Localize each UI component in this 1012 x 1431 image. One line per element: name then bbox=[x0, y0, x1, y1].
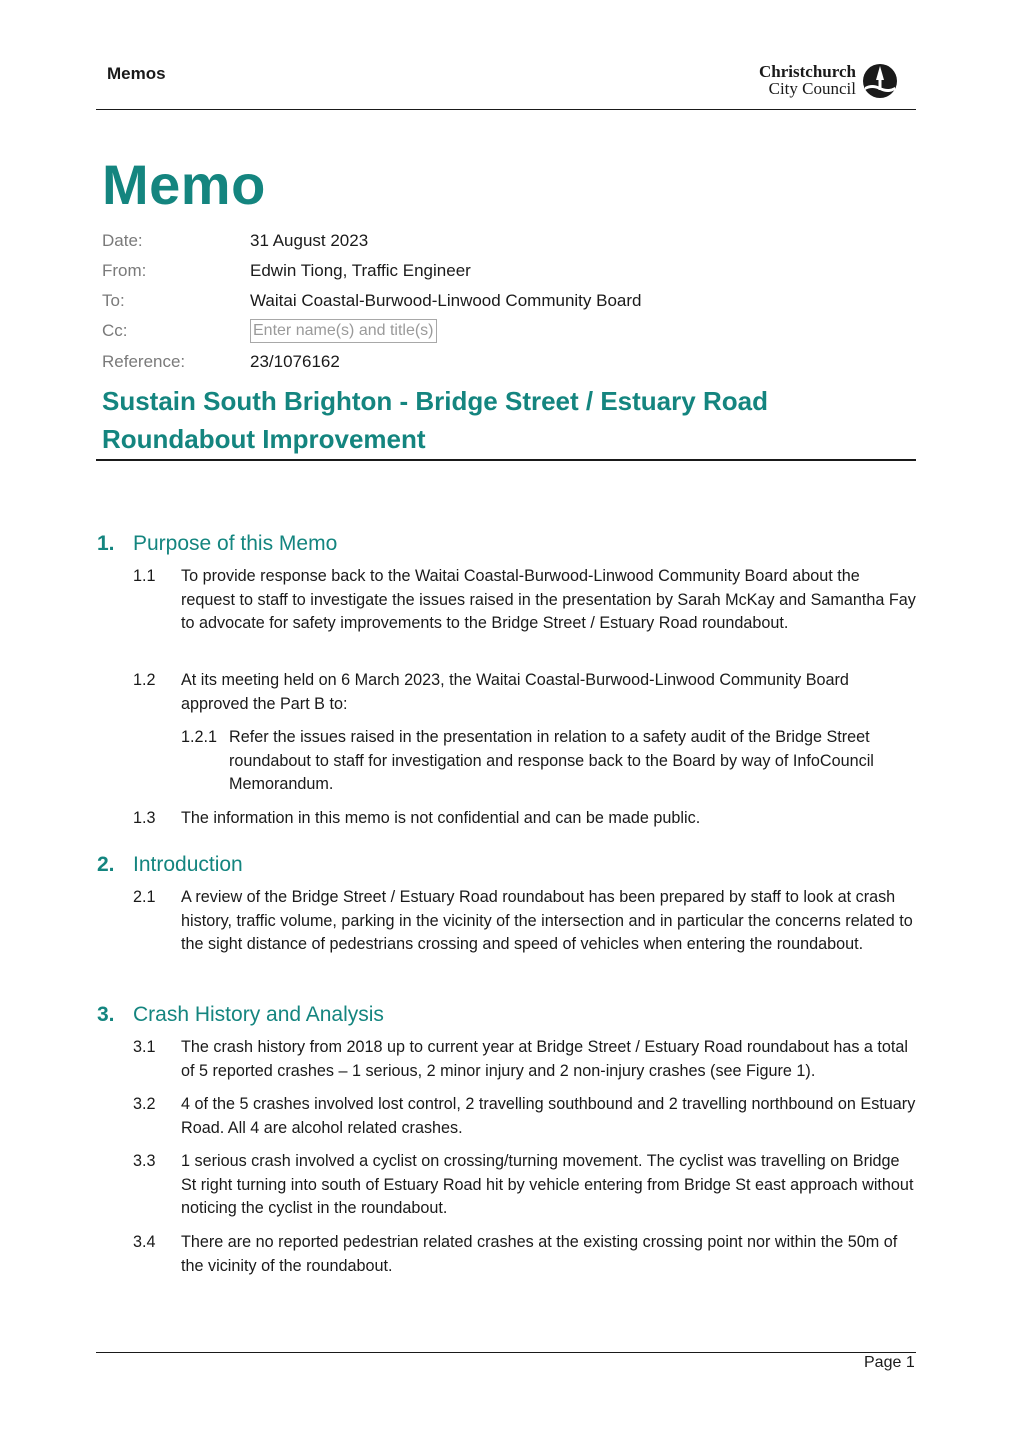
paragraph-number: 3.2 bbox=[133, 1095, 156, 1113]
paragraph-1-2 bbox=[133, 669, 918, 716]
meta-label-to: To: bbox=[102, 291, 125, 310]
paragraph-text: Refer the issues raised in the presentation in relation to a safety audit of the Bridge Street roundabout to staff for investigation and response back to the Board by way of InfoCouncil Memorandum. bbox=[229, 728, 874, 794]
paragraph-number: 1.2 bbox=[133, 671, 156, 689]
meta-value-to: Waitai Coastal-Burwood-Linwood Community Board bbox=[250, 291, 642, 310]
paragraph-number: 2.1 bbox=[133, 888, 156, 906]
paragraph-3-4 bbox=[133, 1231, 918, 1278]
paragraph-text: A review of the Bridge Street / Estuary Road roundabout has been prepared by staff to look at crash history, traffic volume, parking in the vicinity of the intersection and in particular the concerns related to the sight distance of pedestrians crossing and speed of vehicles when entering the roundabout. bbox=[181, 888, 913, 954]
cc-input-field[interactable]: Enter name(s) and title(s) bbox=[250, 319, 437, 343]
meta-label-from: From: bbox=[102, 261, 147, 280]
paragraph-text: 4 of the 5 crashes involved lost control, 2 travelling southbound and 2 travelling northbound on Estuary Road. All 4 are alcohol related crashes. bbox=[181, 1095, 916, 1137]
section-heading-purpose bbox=[97, 531, 337, 557]
meta-label-date: Date: bbox=[102, 231, 143, 250]
section-number: 2. bbox=[97, 853, 115, 876]
paragraph-number: 3.3 bbox=[133, 1152, 156, 1170]
footer-divider bbox=[96, 1352, 916, 1353]
section-number: 3. bbox=[97, 1003, 115, 1026]
meta-label-cc: Cc: bbox=[102, 321, 128, 340]
document-title: Memo bbox=[102, 153, 266, 216]
paragraph-1-1 bbox=[133, 565, 918, 636]
paragraph-text: 1 serious crash involved a cyclist on crossing/turning movement. The cyclist was travelling on Bridge St right turning into south of Estuary Road hit by vehicle entering from Bridge St east approach without noticing the cyclist in the roundabout. bbox=[181, 1152, 914, 1218]
logo-text-city-council: City Council bbox=[768, 79, 856, 98]
header-divider bbox=[96, 109, 916, 110]
paragraph-text: The information in this memo is not confidential and can be made public. bbox=[181, 809, 701, 827]
cathedral-spire-logo-icon bbox=[862, 63, 898, 99]
section-heading-introduction bbox=[97, 852, 243, 878]
paragraph-3-2 bbox=[133, 1093, 918, 1140]
paragraph-text: The crash history from 2018 up to current year at Bridge Street / Estuary Road roundabout has a total of 5 reported crashes – 1 serious, 2 minor injury and 2 non-injury crashes (see Figure 1). bbox=[181, 1038, 909, 1080]
paragraph-1-2-1 bbox=[181, 726, 921, 797]
subject-divider bbox=[96, 459, 916, 461]
section-heading-crash-history bbox=[97, 1002, 384, 1028]
paragraph-number: 3.1 bbox=[133, 1038, 156, 1056]
page-number: Page 1 bbox=[864, 1354, 915, 1371]
meta-value-from: Edwin Tiong, Traffic Engineer bbox=[250, 261, 471, 280]
logo-text-christchurch: Christchurch bbox=[759, 62, 856, 81]
paragraph-number: 1.1 bbox=[133, 567, 156, 585]
paragraph-text: At its meeting held on 6 March 2023, the Waitai Coastal-Burwood-Linwood Community Board approved the Part B to: bbox=[181, 671, 849, 713]
meta-value-reference: 23/1076162 bbox=[250, 352, 340, 371]
section-title: Introduction bbox=[133, 853, 243, 876]
paragraph-number: 1.2.1 bbox=[181, 728, 218, 746]
section-number: 1. bbox=[97, 532, 115, 555]
memo-subject-heading: Sustain South Brighton - Bridge Street / Estuary Road Roundabout Improvement bbox=[102, 386, 768, 454]
paragraph-number: 1.3 bbox=[133, 809, 156, 827]
meta-label-reference: Reference: bbox=[102, 352, 186, 371]
council-logo bbox=[746, 63, 898, 103]
paragraph-number: 3.4 bbox=[133, 1233, 156, 1251]
paragraph-text: To provide response back to the Waitai Coastal-Burwood-Linwood Community Board about the request to staff to investigate the issues raised in the presentation by Sarah McKay and Samantha Fay to advocate for safety improvements to the Bridge Street / Estuary Road roundabout. bbox=[181, 567, 916, 633]
header-section-label: Memos bbox=[107, 64, 166, 83]
paragraph-3-1 bbox=[133, 1036, 918, 1083]
paragraph-2-1 bbox=[133, 886, 918, 957]
section-title: Purpose of this Memo bbox=[133, 532, 338, 555]
paragraph-1-3 bbox=[133, 807, 918, 831]
paragraph-3-3 bbox=[133, 1150, 918, 1221]
meta-value-date: 31 August 2023 bbox=[250, 231, 369, 250]
section-title: Crash History and Analysis bbox=[133, 1003, 384, 1026]
paragraph-text: There are no reported pedestrian related crashes at the existing crossing point nor within the 50m of the vicinity of the roundabout. bbox=[181, 1233, 898, 1275]
